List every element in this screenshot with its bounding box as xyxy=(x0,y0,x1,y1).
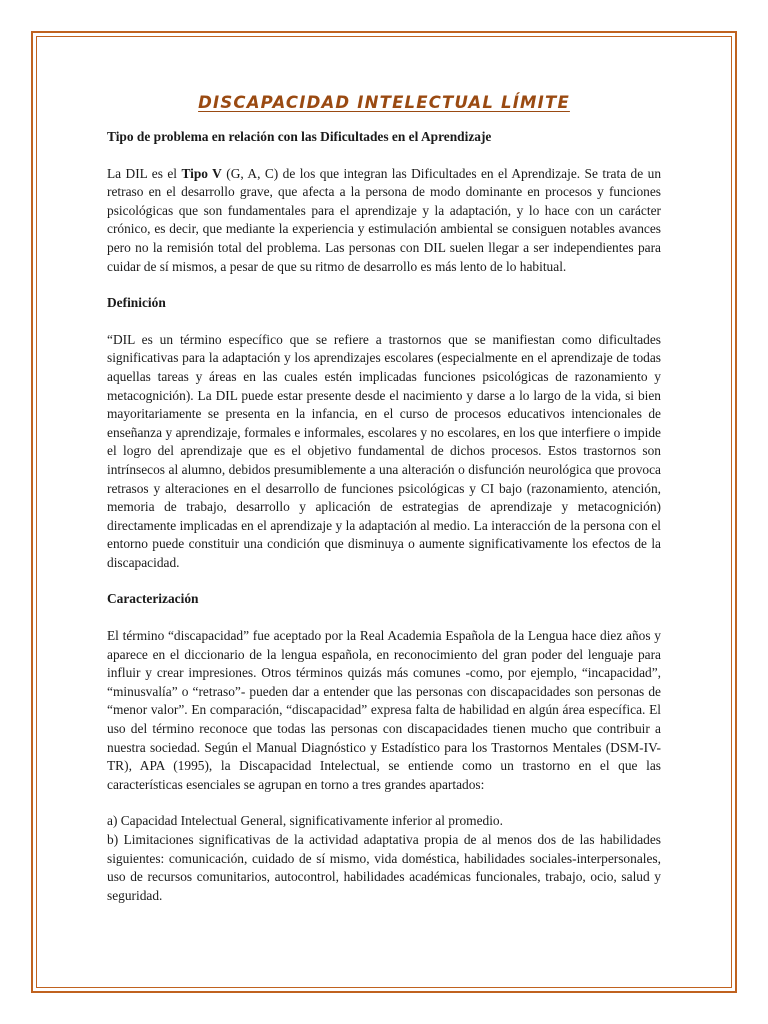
section-heading-definicion: Definición xyxy=(107,295,166,311)
paragraph-tipo xyxy=(107,165,661,277)
paragraph-tipo-bold: Tipo V xyxy=(181,165,222,181)
list-item: b) Limitaciones significativas de la actividad adaptativa propia de al menos dos de las habilidades siguientes: comunicación, cuidado de sí mismo, vida doméstica, habilidades sociales-interpersonales, uso de recursos comunitarios, autocontrol, habilidades académicas funcionales, trabajo, ocio, salud y seguridad. xyxy=(107,832,661,903)
section-heading-tipo: Tipo de problema en relación con las Dificultades en el Aprendizaje xyxy=(107,129,492,144)
document-title: DISCAPACIDAD INTELECTUAL LÍMITE xyxy=(198,93,570,112)
paragraph-tipo-pre: La DIL es el xyxy=(107,165,182,181)
paragraph-definicion: “DIL es un término específico que se refiere a trastornos que se manifiestan como dificultades significativas para la adaptación y los aprendizajes escolares (especialmente en el aprendizaje de todas aquellas tareas y áreas en las cuales estén implicadas funciones psicológicas de razonamiento y metacognición). La DIL puede estar presente desde el nacimiento y darse a lo largo de la vida, si bien mayoritariamente se presenta en la infancia, en el curso de procesos educativos intencionales de enseñanza y aprendizaje, formales e informales, escolares y no escolares, en los que interfiere o impide el logro del aprendizaje que es el objetivo fundamental de dichos procesos. Estos trastornos son intrínsecos al alumno, debidos presumiblemente a una alteración o disfunción neurológica que provoca retrasos y alteraciones en el desarrollo de funciones psicológicas y CI bajo (razonamiento, atención, memoria de trabajo, desarrollo y aplicación de estrategias de aprendizaje y metacognición) directamente implicadas en el aprendizaje y la adaptación al medio. La interacción de la persona con el entorno puede constituir una condición que disminuya o aumente significativamente los efectos de la discapacidad. xyxy=(107,331,661,570)
paragraph-caracterizacion: El término “discapacidad” fue aceptado por la Real Academia Española de la Lengua hace diez años y aparece en el diccionario de la lengua española, en reconocimiento del gran poder del lenguaje para influir y crear impresiones. Otros términos quizás más comunes -como, por ejemplo, “incapacidad”, “minusvalía” o “retraso”- pueden dar a entender que las personas con discapacidades son personas de “menor valor”. En comparación, “discapacidad” expresa falta de habilidad en algún área específica. El uso del término reconoce que todas las personas con discapacidades tienen mucho que contribuir a nuestra sociedad. Según el Manual Diagnóstico y Estadístico para los Trastornos Mentales (DSM-IV-TR), APA (1995), la Discapacidad Intelectual, se entiende como un trastorno en el que las características esenciales se agrupan en torno a tres grandes apartados: xyxy=(107,628,661,792)
criteria-list xyxy=(107,812,661,905)
section-heading-caracterizacion: Caracterización xyxy=(107,591,199,607)
list-item: a) Capacidad Intelectual General, significativamente inferior al promedio. xyxy=(107,813,503,829)
paragraph-tipo-post: (G, A, C) de los que integran las Dificultades en el Aprendizaje. Se trata de un retraso en el desarrollo grave, que afecta a la persona de modo dominante en procesos y funciones psicológicas que son fundamentales para el aprendizaje y la adaptación, y lo hace con un carácter crónico, es decir, que mediante la experiencia y estimulación ambiental se consiguen notables avances pero no la remisión total del problema. Las personas con DIL suelen llegar a ser independientes para cuidar de sí mismos, a pesar de que su ritmo de desarrollo es más lento de lo habitual. xyxy=(107,165,662,274)
document-content xyxy=(107,92,661,905)
